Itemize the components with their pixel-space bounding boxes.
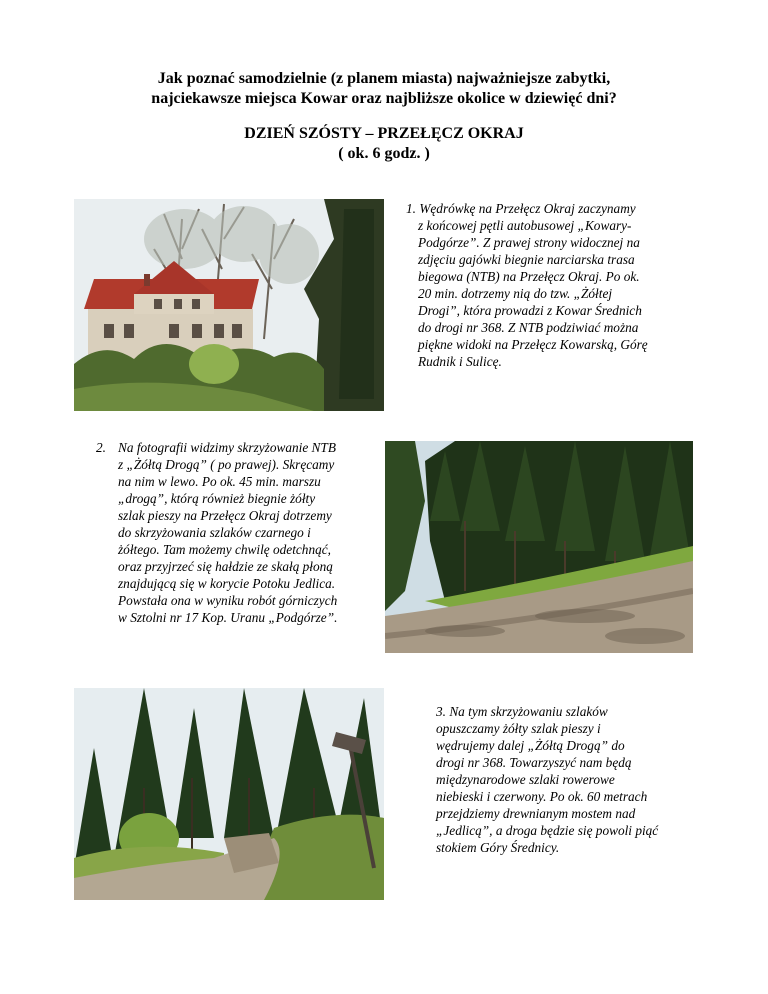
caption-line: do drogi nr 368. Z NTB podziwiać można: [418, 320, 639, 335]
caption-line: stokiem Góry Średnicy.: [436, 840, 560, 855]
caption-line: żółtego. Tam możemy chwilę odetchnąć,: [118, 542, 331, 557]
caption-line: niebieski i czerwony. Po ok. 60 metrach: [436, 789, 648, 804]
caption-line: Drogi”, która prowadzi z Kowar Średnich: [418, 303, 642, 318]
caption-line: Wędrówkę na Przełęcz Okraj zaczynamy: [419, 201, 636, 216]
section-2-number: 2.: [96, 440, 106, 455]
caption-line: opuszczamy żółty szlak pieszy i: [436, 721, 601, 736]
document-heading: [0, 69, 768, 109]
day-heading: [0, 124, 768, 164]
caption-line: drogi nr 368. Towarzyszyć nam będą: [436, 755, 632, 770]
day-duration: ( ok. 6 godz. ): [338, 145, 430, 162]
trail-junction-photo: [74, 688, 384, 900]
caption-line: zdjęciu gajówki biegnie narciarska trasa: [418, 252, 635, 267]
forest-crossroad-photo: [385, 441, 693, 653]
caption-line: oraz przyjrzeć się hałdzie ze skałą płoną: [118, 559, 333, 574]
day-title: DZIEŃ SZÓSTY – PRZEŁĘCZ OKRAJ: [244, 125, 524, 142]
caption-line: przejdziemy drewnianym mostem nad: [436, 806, 636, 821]
caption-line: znajdującą się w korycie Potoku Jedlica.: [118, 576, 336, 591]
caption-line: wędrujemy dalej „Żółtą Drogą” do: [436, 738, 625, 753]
caption-line: z „Żółtą Drogą” ( po prawej). Skręcamy: [118, 457, 335, 472]
caption-line: piękne widoki na Przełęcz Kowarską, Górę: [418, 337, 648, 352]
section-3-number: 3.: [436, 704, 446, 719]
caption-line: do skrzyżowania szlaków czarnego i: [118, 525, 311, 540]
caption-line: na nim w lewo. Po ok. 45 min. marszu: [118, 474, 321, 489]
section-3-caption: [436, 703, 706, 856]
caption-line: „Jedlicą”, a droga będzie się powoli piąć: [436, 823, 659, 838]
heading-line-2: najciekawsze miejsca Kowar oraz najbliższe okolice w dziewięć dni?: [151, 90, 617, 107]
section-1-number: 1.: [406, 201, 416, 216]
heading-line-1: Jak poznać samodzielnie (z planem miasta) najważniejsze zabytki,: [157, 70, 611, 87]
caption-line: Na fotografii widzimy skrzyżowanie NTB: [118, 440, 336, 455]
section-1-caption: [406, 200, 696, 370]
caption-line: międzynarodowe szlaki rowerowe: [436, 772, 615, 787]
caption-line: w Sztolni nr 17 Kop. Uranu „Podgórze”.: [118, 610, 338, 625]
caption-line: 3. Na tym skrzyżowaniu szlaków: [436, 704, 608, 719]
caption-line: 20 min. dotrzemy nią do tzw. „Żółtej: [418, 286, 613, 301]
forester-lodge-photo: [74, 199, 384, 411]
caption-line: „drogą”, którą również biegnie żółty: [118, 491, 316, 506]
caption-line: szlak pieszy na Przełęcz Okraj dotrzemy: [118, 508, 332, 523]
caption-line: biegowa (NTB) na Przełęcz Okraj. Po ok.: [418, 269, 640, 284]
caption-line: Podgórze”. Z prawej strony widocznej na: [418, 235, 640, 250]
section-2-caption: [96, 439, 386, 626]
caption-line: Powstała ona w wyniku robót górniczych: [118, 593, 338, 608]
caption-line: Rudnik i Sulicę.: [418, 354, 502, 369]
caption-line: z końcowej pętli autobusowej „Kowary-: [418, 218, 632, 233]
